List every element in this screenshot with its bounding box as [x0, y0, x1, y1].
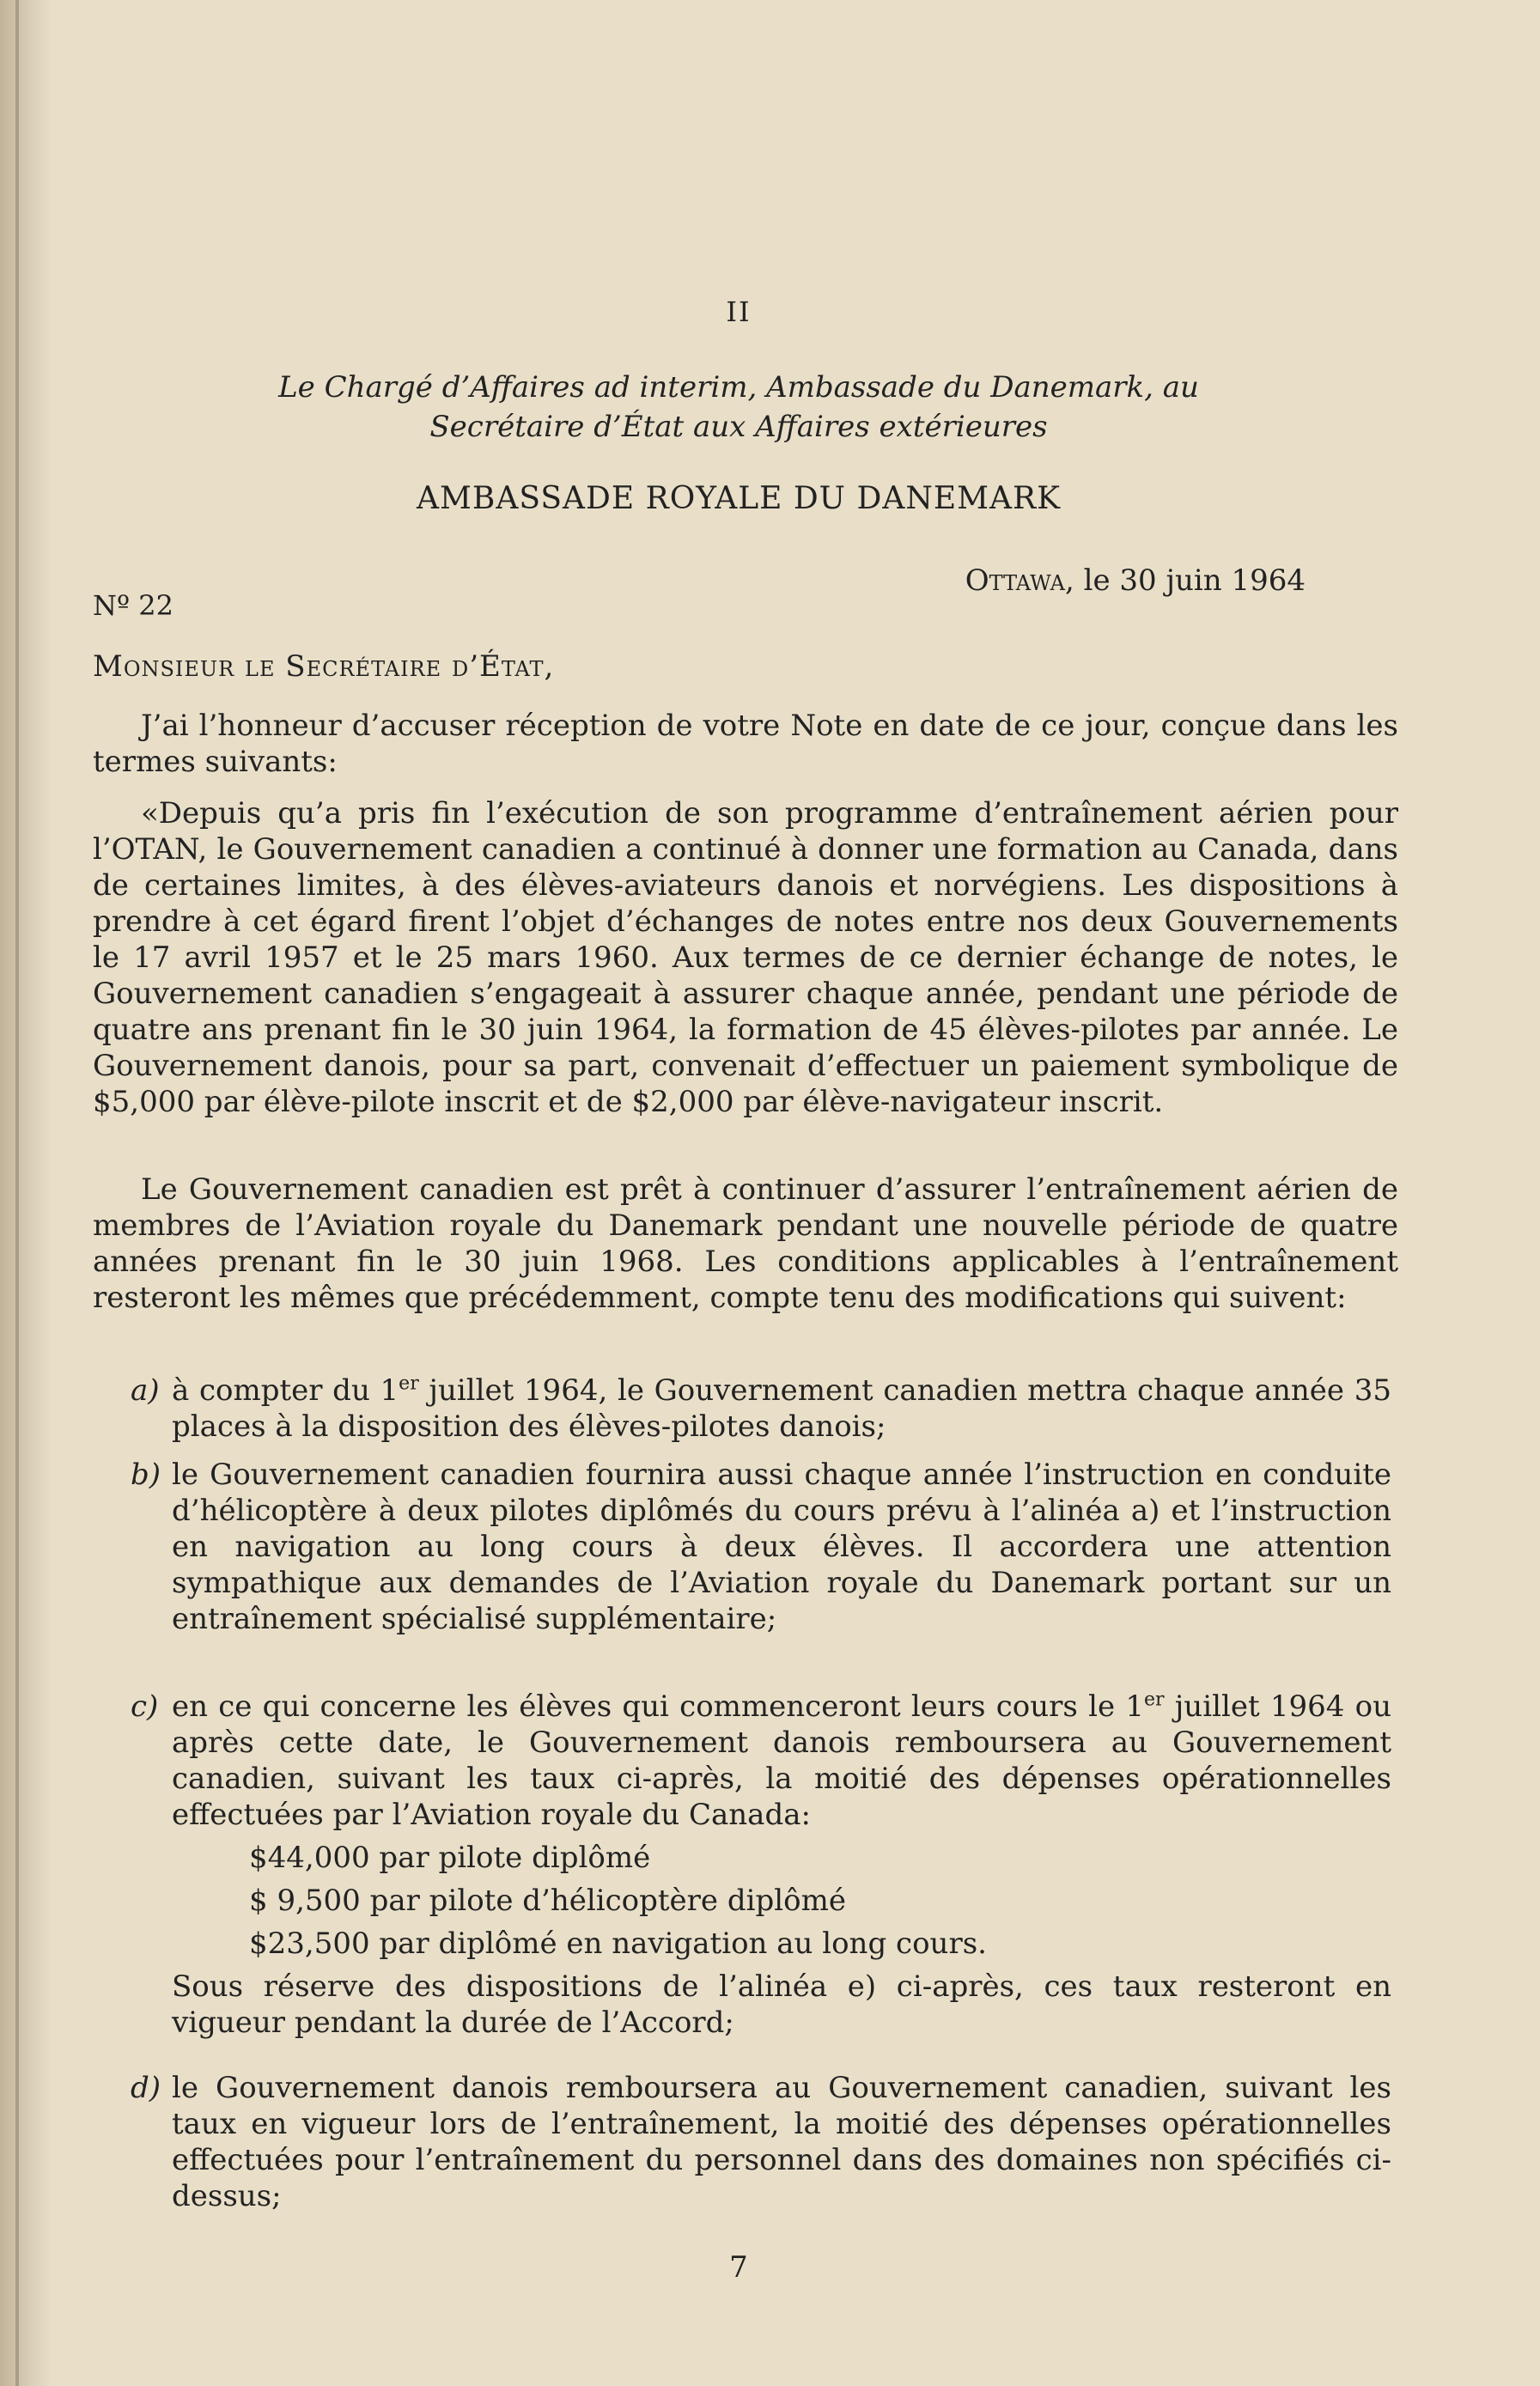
embassy-title: AMBASSADE ROYALE DU DANEMARK: [417, 481, 1061, 516]
list-item-d: [131, 2070, 1391, 2214]
rate-helicopter: $ 9,500 par pilote d’hélicoptère diplômé: [249, 1884, 846, 1918]
paragraph-3: Le Gouvernement canadien est prêt à continuer d’assurer l’entraînement aérien de membres de l’Aviation royale du Danemark pendant une nouvelle période de quatre années prenant fin le 30 juin 1968. Les conditions applicables à l’entraînement resteront les mêmes que précédemment, compte tenu des modifications qui suivent:: [93, 1172, 1398, 1315]
paragraph-1-block: [93, 708, 1398, 780]
letter-heading: [86, 368, 1391, 447]
paragraph-3-block: [93, 1172, 1398, 1316]
item-b-label: b): [131, 1458, 161, 1492]
item-c-text-2: juillet 1964 ou après cette date, le Gouvernement danois remboursera au Gouvernement canadien, suivant les taux ci-après, la moitié des dépenses opérationnelles effectuées par l’Aviation royale du Canada:: [172, 1689, 1392, 1832]
place-date: [965, 563, 1306, 598]
list-item-a: [131, 1373, 1391, 1445]
note-number: Nº 22: [93, 589, 173, 622]
heading-line-2: Secrétaire d’État aux Affaires extérieures: [429, 410, 1048, 444]
paragraph-1: J’ai l’honneur d’accuser réception de votre Note en date de ce jour, conçue dans les termes suivants:: [93, 709, 1398, 779]
item-a-text-1: à compter du 1: [172, 1373, 399, 1408]
item-a-sup: er: [399, 1373, 419, 1395]
item-b-text: le Gouvernement canadien fournira aussi chaque année l’instruction en conduite d’hélicoptère à deux pilotes diplômés du cours prévu à l’alinéa a) et l’instruction en navigation au long cours à deux élèves. Il accordera une attention sympathique aux demandes de l’Aviation royale du Danemark portant sur un entraînement spécialisé supplémentaire;: [172, 1458, 1391, 1636]
item-d-label: d): [131, 2071, 161, 2105]
paragraph-2-block: [93, 795, 1398, 1120]
item-c-label: c): [131, 1689, 159, 1724]
section-numeral: II: [726, 295, 752, 328]
heading-line-1: Le Chargé d’Affaires ad interim, Ambassade du Danemark, au: [278, 370, 1199, 405]
paragraph-2: «Depuis qu’a pris fin l’exécution de son programme d’entraînement aérien pour l’OTAN, le Gouvernement canadien a continué à donner une formation au Canada, dans de certaines limites, à des élèves-aviateurs danois et norvégiens. Les dispositions à prendre à cet égard firent l’objet d’échanges de notes entre nos deux Gouvernements le 17 avril 1957 et le 25 mars 1960. Aux termes de ce dernier échange de notes, le Gouvernement canadien s’engageait à assurer chaque année, pendant une période de quatre ans prenant fin le 30 juin 1964, la formation de 45 élèves-pilotes par année. Le Gouvernement danois, pour sa part, convenait d’effectuer un paiement symbolique de $5,000 par élève-pilote inscrit et de $2,000 par élève-navigateur inscrit.: [93, 796, 1398, 1119]
rate-navigation: $23,500 par diplômé en navigation au long cours.: [249, 1926, 987, 1961]
list-item-b: [131, 1457, 1391, 1637]
date: , le 30 juin 1964: [1064, 563, 1306, 598]
item-d-text: le Gouvernement danois remboursera au Gouvernement canadien, suivant les taux en vigueur lors de l’entraînement, la moitié des dépenses opérationnelles effectuées pour l’entraînement du personnel dans des domaines non spécifiés ci-dessus;: [172, 2071, 1391, 2213]
page-number: 7: [729, 2250, 748, 2285]
binding-edge: [15, 0, 19, 2386]
item-c-note: Sous réserve des dispositions de l’alinéa e) ci-après, ces taux resteront en vigueur pendant la durée de l’Accord;: [172, 1969, 1391, 2040]
place: Ottawa: [965, 563, 1065, 598]
rate-pilot: $44,000 par pilote diplômé: [249, 1841, 651, 1875]
item-c-text-1: en ce qui concerne les élèves qui commenceront leurs cours le 1: [172, 1689, 1144, 1724]
item-c-sup: er: [1143, 1689, 1165, 1711]
list-item-c: [131, 1689, 1392, 2041]
item-a-text-2: juillet 1964, le Gouvernement canadien mettra chaque année 35 places à la disposition des élèves-pilotes danois;: [172, 1373, 1391, 1444]
item-a-label: a): [131, 1373, 160, 1408]
salutation: Monsieur le Secrétaire d’État,: [93, 649, 555, 684]
